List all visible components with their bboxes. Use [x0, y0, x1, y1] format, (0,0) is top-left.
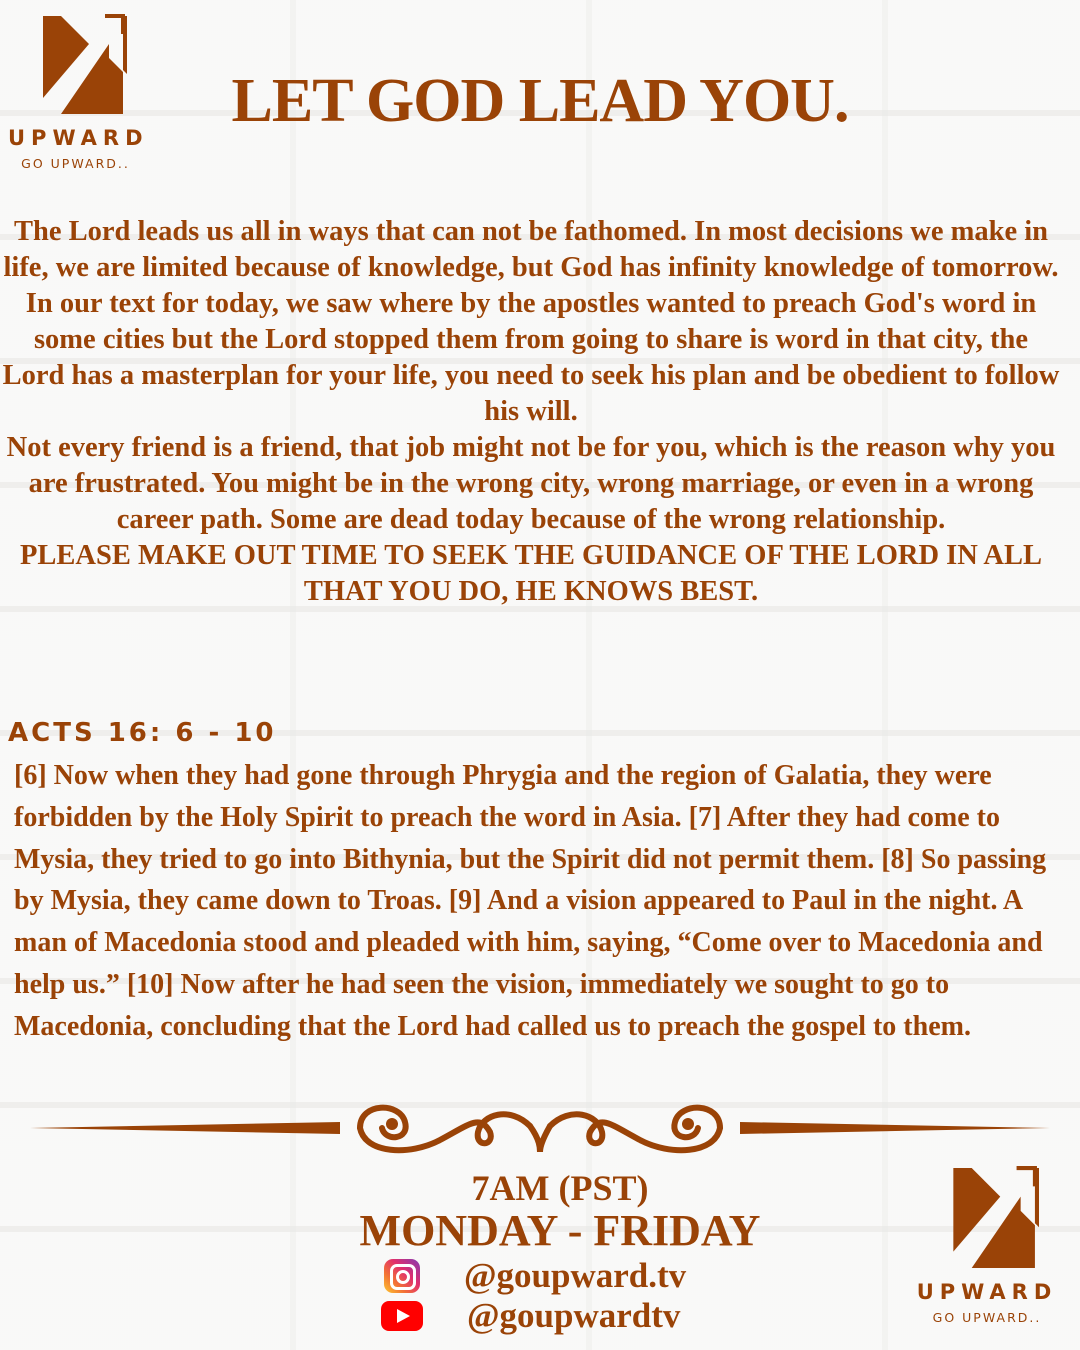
brand-tagline: GO UPWARD.. [932, 1310, 1042, 1325]
scripture-reference: ACTS 16: 6 - 10 [8, 718, 277, 748]
ornamental-divider-icon [30, 1092, 1050, 1162]
page-title: LET GOD LEAD YOU. [231, 67, 849, 135]
devotional-call-to-action: PLEASE MAKE OUT TIME TO SEEK THE GUIDANCE OF THE LORD IN ALL THAT YOU DO, HE KNOWS BEST. [19, 540, 1043, 607]
devotional-paragraph: The Lord leads us all in ways that can not be fathomed. In most decisions we make in life, we are limited because of knowledge, but God has infinity knowledge of tomorrow. In our text for today, we saw where by the apostles wanted to preach God's word in some cities but the Lord stopped them from going to share is word in that city, the Lord has a masterplan for your life, you need to seek his plan and be obedient to follow his will. [2, 216, 1060, 427]
social-links [384, 1256, 686, 1336]
broadcast-days: MONDAY - FRIDAY [359, 1206, 761, 1255]
instagram-handle[interactable]: @goupward.tv [464, 1256, 687, 1295]
devotional-paragraph: Not every friend is a friend, that job might not be for you, which is the reason why you are frustrated. You might be in the wrong city, wrong marriage, or even in a wrong career path. Some are dead today because of the wrong relationship. [6, 432, 1056, 535]
social-link-youtube[interactable] [384, 1296, 686, 1336]
youtube-icon [381, 1301, 423, 1331]
brand-tagline: GO UPWARD.. [21, 156, 130, 171]
scripture-text: [6] Now when they had gone through Phrygia and the region of Galatia, they were forbidden by the Holy Spirit to preach the word in Asia. [7] After they had come to Mysia, they tried to go into Bithynia, but the Spirit did not permit them. [8] So passing by Mysia, they came down to Troas. [9] And a vision appeared to Paul in the night. A man of Macedonia stood and pleaded with him, saying, “Come over to Macedonia and help us.” [10] Now after he had seen the vision, immediately we sought to go to Macedonia, concluding that the Lord had called us to preach the gospel to them. [14, 760, 1047, 1042]
broadcast-schedule [300, 1168, 820, 1254]
devotional-text [0, 214, 1062, 610]
upward-arrow-logo-icon [935, 1166, 1039, 1268]
social-link-instagram[interactable] [384, 1256, 686, 1296]
brand-name: UPWARD [916, 1280, 1058, 1304]
youtube-handle[interactable]: @goupwardtv [467, 1296, 681, 1335]
instagram-icon [384, 1259, 420, 1293]
brand-name: UPWARD [8, 126, 149, 150]
upward-logo-bottom [912, 1166, 1062, 1325]
broadcast-time: 7AM (PST) [471, 1168, 649, 1208]
